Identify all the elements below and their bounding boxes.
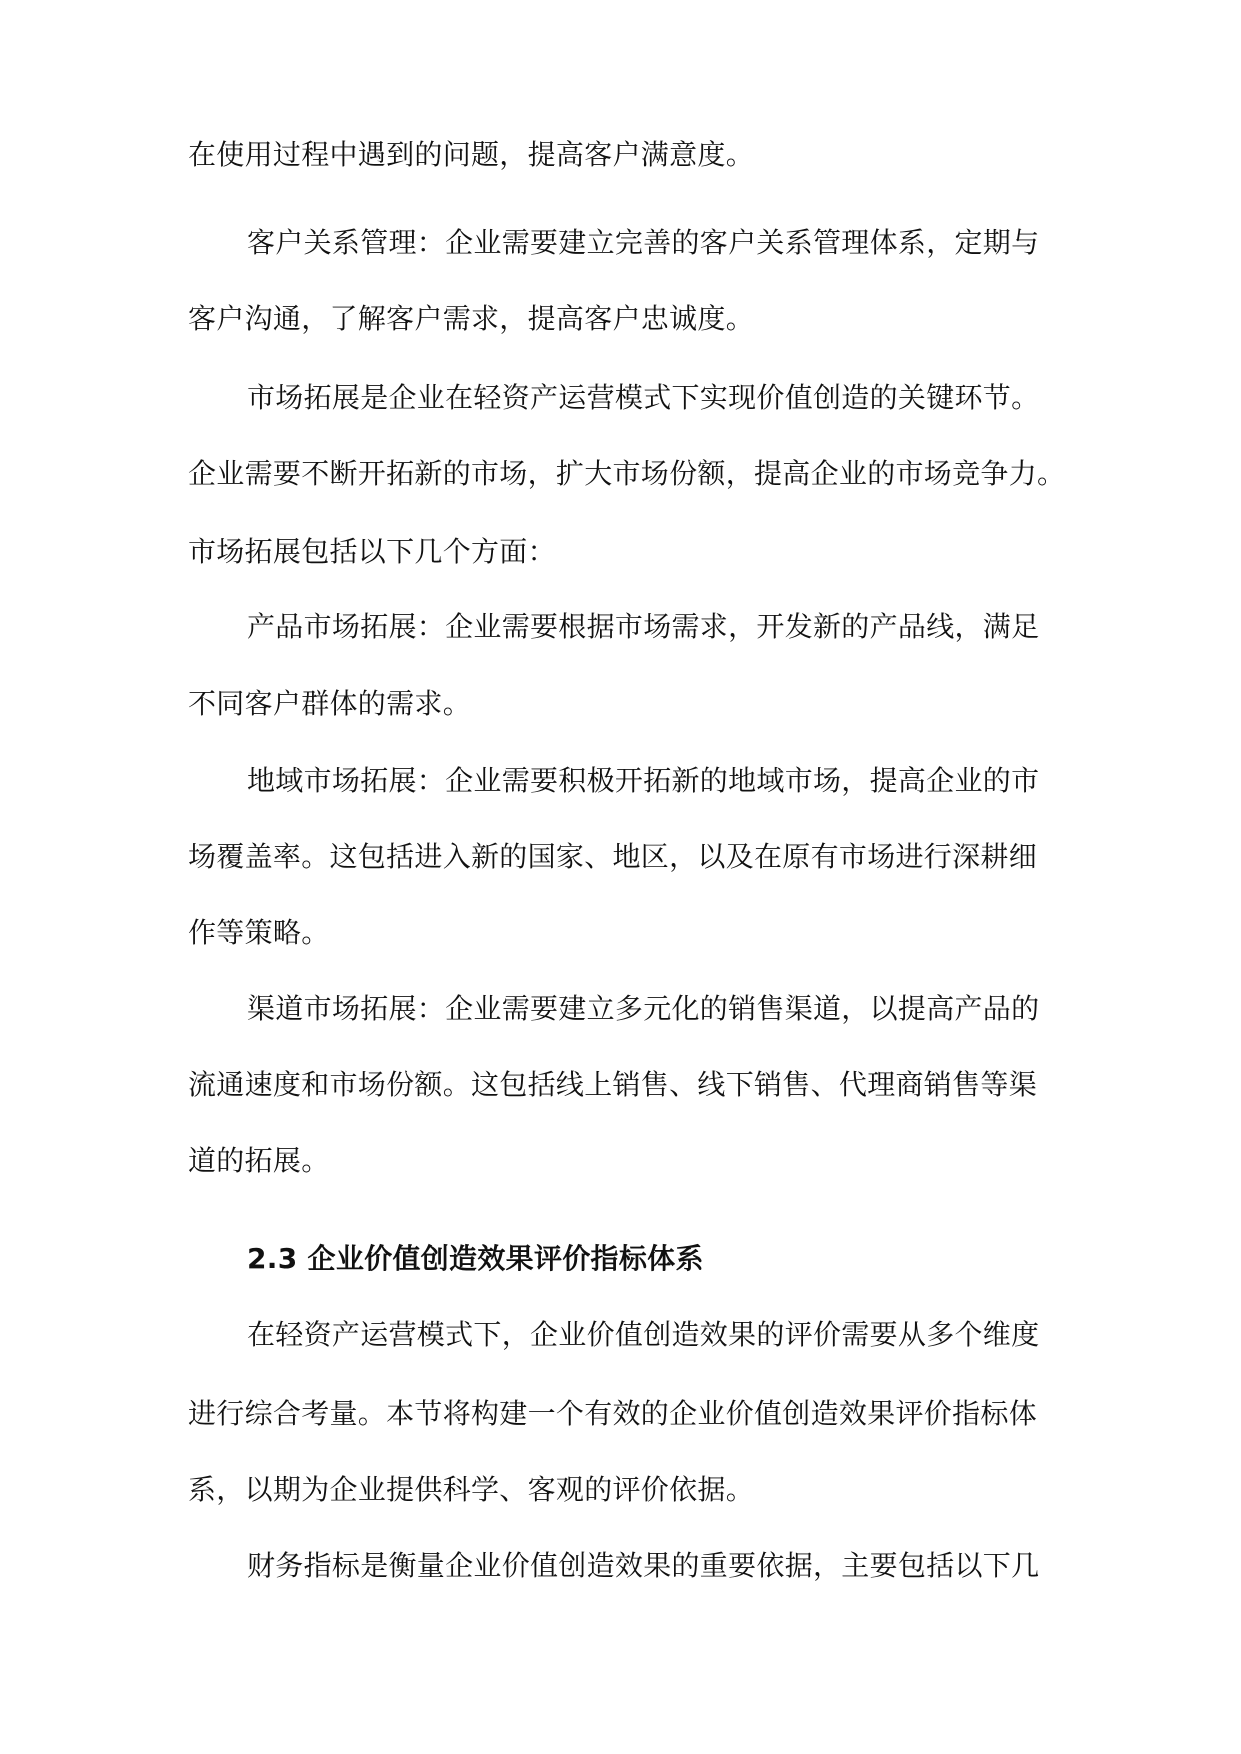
- text-line: 进行综合考量。本节将构建一个有效的企业价值创造效果评价指标体: [188, 1397, 1038, 1430]
- text-line: 渠道市场拓展：企业需要建立多元化的销售渠道，以提高产品的: [247, 992, 1040, 1025]
- text-line: 市场拓展是企业在轻资产运营模式下实现价值创造的关键环节。: [247, 381, 1040, 414]
- text-line: 财务指标是衡量企业价值创造效果的重要依据，主要包括以下几: [247, 1549, 1040, 1582]
- text-line: 企业需要不断开拓新的市场，扩大市场份额，提高企业的市场竞争力。: [188, 457, 1066, 490]
- text-line: 系，以期为企业提供科学、客观的评价依据。: [188, 1473, 755, 1506]
- text-line: 在使用过程中遇到的问题，提高客户满意度。: [188, 138, 755, 171]
- text-line: 市场拓展包括以下几个方面：: [188, 535, 556, 568]
- text-line: 场覆盖率。这包括进入新的国家、地区，以及在原有市场进行深耕细: [188, 840, 1038, 873]
- text-line: 客户沟通，了解客户需求，提高客户忠诚度。: [188, 302, 755, 335]
- text-line: 在轻资产运营模式下，企业价值创造效果的评价需要从多个维度: [247, 1318, 1040, 1351]
- text-line: 作等策略。: [188, 916, 330, 949]
- section-heading: 2.3 企业价值创造效果评价指标体系: [247, 1242, 704, 1275]
- text-line: 道的拓展。: [188, 1144, 330, 1177]
- text-line: 不同客户群体的需求。: [188, 687, 472, 720]
- text-line: 客户关系管理：企业需要建立完善的客户关系管理体系，定期与: [247, 226, 1040, 259]
- text-line: 地域市场拓展：企业需要积极开拓新的地域市场，提高企业的市: [247, 764, 1040, 797]
- text-line: 流通速度和市场份额。这包括线上销售、线下销售、代理商销售等渠: [188, 1068, 1038, 1101]
- text-line: 产品市场拓展：企业需要根据市场需求，开发新的产品线，满足: [247, 610, 1040, 643]
